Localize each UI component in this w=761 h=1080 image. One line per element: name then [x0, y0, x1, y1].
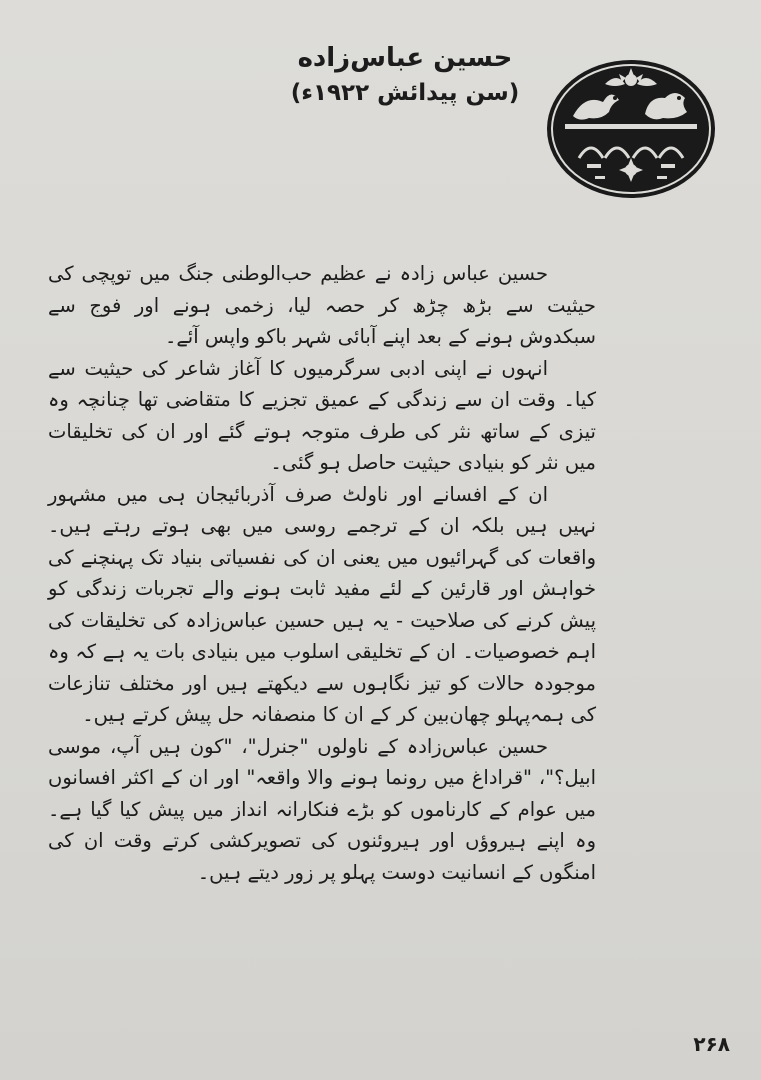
page-number: ۲۶۸ [693, 1032, 730, 1056]
birth-year-subtitle: (سن پیدائش ۱۹۲۲ء) [290, 80, 520, 106]
paragraph: انہوں نے اپنی ادبی سرگرمیوں کا آغاز شاعر کی حیثیت سے کیا۔ وقت ان سے زندگی کے عمیق تجزیے کا متقاضی تھا چنانچہ وہ تیزی کے ساتھ نثر کی طرف متوجہ ہوتے گئے اور ان کی تخلیقات میں نثر کو بنیادی حیثیت حاصل ہو گئی۔ [48, 356, 596, 474]
author-name-title: حسین عباس‌زاده [297, 43, 513, 73]
author-header [270, 40, 540, 110]
paragraph: ان کے افسانے اور ناولٹ صرف آذربائیجان ہی میں مشہور نہیں ہیں بلکہ ان کے ترجمے روسی میں بھی ہوتے رہتے ہیں۔ واقعات کی گہرائیوں میں یعنی ان کی نفسیاتی بنیاد تک پہنچنے کی خواہش اور قارئین کے لئے مفید ثابت ہونے والے تجربات زندگی کو پیش کرنے کی صلاحیت - یہ ہیں حسین عباس‌زادہ کی تخلیقات کی اہم خصوصیات۔ ان کے تخلیقی اسلوب میں بنیادی بات یہ ہے کہ وہ موجودہ حالات کو تیز نگاہوں سے دیکھتے ہیں اور مختلف تنازعات کی ہمہ‌پہلو چھان‌بین کر کے ان کا منصفانہ حل پیش کرتے ہیں۔ [48, 482, 596, 726]
biography-text [48, 258, 596, 888]
paragraph: حسین عباس زادہ نے عظیم حب‌الوطنی جنگ میں توپچی کی حیثیت سے بڑھ چڑھ کر حصہ لیا، زخمی ہونے اور فوج سے سبکدوش ہونے کے بعد اپنے آبائی شہر باکو واپس آئے۔ [48, 262, 596, 348]
ornamental-medallion-icon [545, 58, 717, 200]
paragraph: حسین عباس‌زادہ کے ناولوں "جنرل"، "کون ہیں آپ، موسی ابیل؟"، "قراداغ میں رونما ہونے والا واقعہ" اور ان کے اکثر افسانوں میں عوام کے کارناموں کو بڑے فنکارانہ انداز میں پیش کیا گیا ہے۔ وہ اپنے ہیروؤں اور ہیروئنوں کی تصویرکشی کرتے وقت ان کی امنگوں کے انسانیت دوست پہلو پر زور دیتے ہیں۔ [48, 734, 596, 884]
